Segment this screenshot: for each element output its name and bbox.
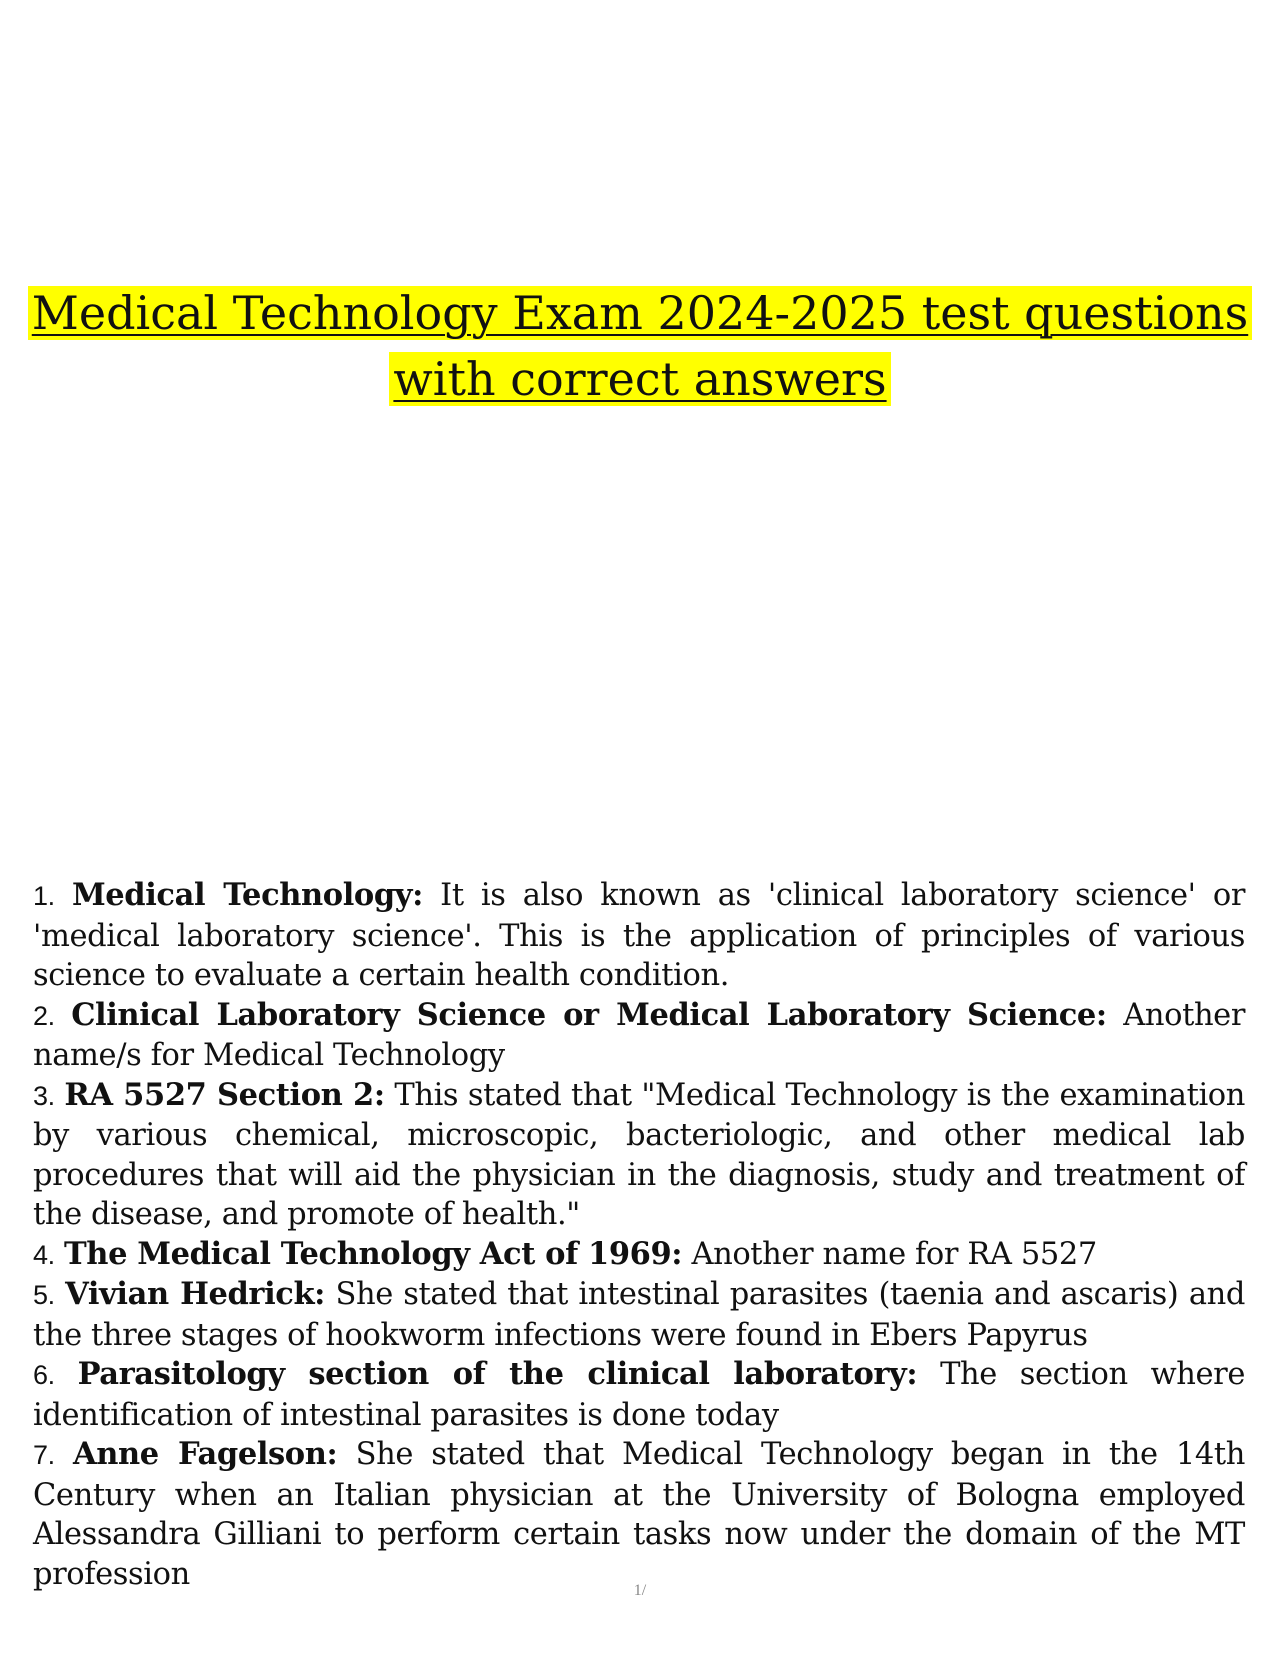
question-definition: It is also known as 'clinical laboratory science' or 'medical laboratory science'. This is the application of principles of various science to evaluate a certain health condition. [33, 878, 1245, 993]
question-number: 2. [33, 1000, 55, 1031]
question-definition: Another name for RA 5527 [682, 1236, 1097, 1272]
question-number: 5. [33, 1280, 55, 1310]
question-item-2 [33, 996, 1245, 1076]
question-term: The Medical Technology Act of 1969: [64, 1235, 683, 1272]
question-item-1 [33, 876, 1245, 996]
question-term: Medical Technology: [71, 877, 423, 913]
question-item-6 [33, 1355, 1245, 1435]
question-definition: This stated that "Medical Technology is the examination by various chemical, microscopic, bacteriologic, and other medical lab procedures that will aid the physician in the diagnosis, study and treatment of the disease, and promote of health." [33, 1077, 1245, 1232]
question-number: 7. [33, 1440, 55, 1470]
question-term: Vivian Hedrick: [65, 1276, 326, 1312]
title-line-2: with correct answers [389, 352, 890, 406]
question-definition: She stated that intestinal parasites (taenia and ascaris) and the three stages of hookworm infections were found in Ebers Papyrus [33, 1277, 1246, 1353]
question-definition: She stated that Medical Technology began in the 14th Century when an Italian physician at the University of Bologna employed Alessandra Gilliani to perform certain tasks now under the domain of the MT profession [33, 1437, 1245, 1592]
question-definition: The section where identification of intestinal parasites is done today [33, 1357, 1246, 1433]
question-definition: Another name/s for Medical Technology [33, 997, 1246, 1073]
question-number: 6. [33, 1360, 55, 1390]
question-term: Anne Fagelson: [72, 1436, 338, 1472]
question-item-3 [33, 1076, 1245, 1235]
question-list [33, 876, 1245, 1594]
page-number: 1/ [633, 1582, 647, 1599]
title-line-1: Medical Technology Exam 2024-2025 test questions [28, 286, 1252, 340]
question-number: 1. [33, 881, 55, 911]
question-term: RA 5527 Section 2: [64, 1076, 385, 1113]
question-item-4 [33, 1235, 1245, 1276]
document-title [0, 280, 1280, 412]
question-term: Parasitology section of the clinical laboratory: [77, 1356, 918, 1392]
question-number: 4. [33, 1239, 55, 1270]
question-number: 3. [33, 1080, 55, 1111]
question-term: Clinical Laboratory Science or Medical Laboratory Science: [71, 996, 1107, 1033]
question-item-7 [33, 1435, 1245, 1594]
question-item-5 [33, 1275, 1245, 1355]
